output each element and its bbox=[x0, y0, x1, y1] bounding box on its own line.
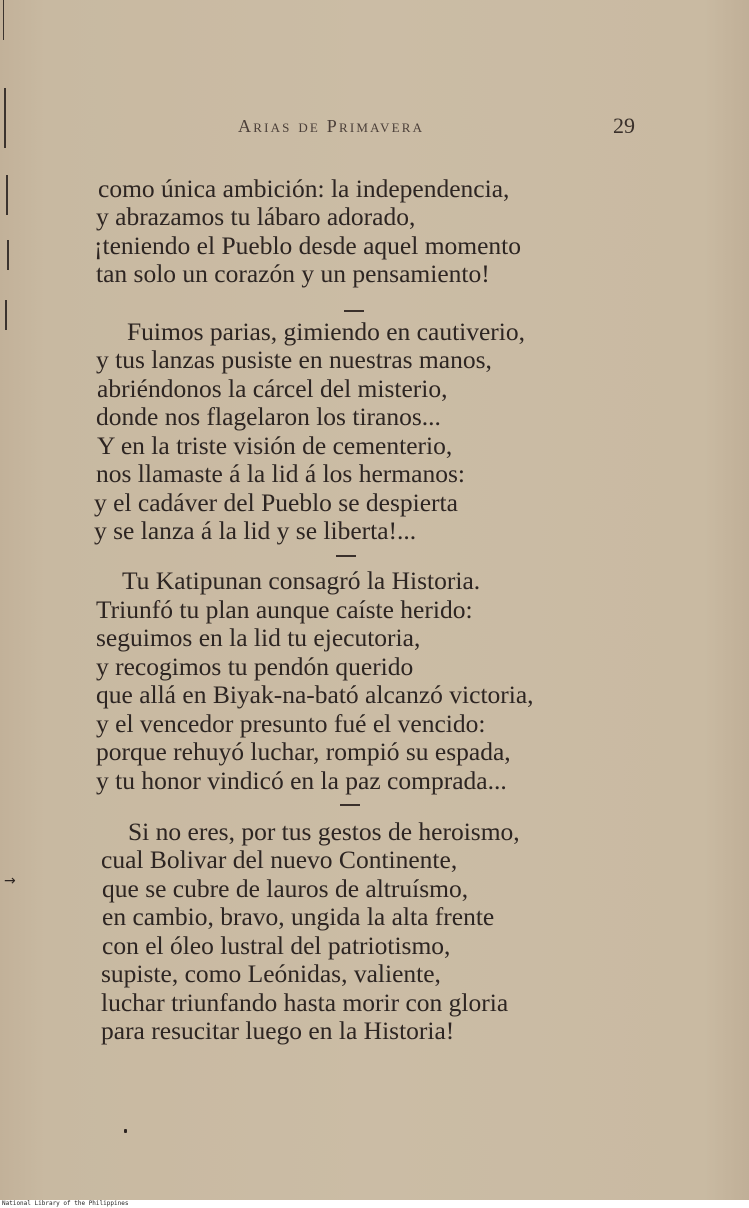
verse-line: que allá en Biyak-na-bató alcanzó victoria, bbox=[96, 680, 534, 709]
verse-line: porque rehuyó luchar, rompió su espada, bbox=[96, 737, 511, 766]
binding-mark bbox=[5, 300, 7, 330]
verse-line: y el cadáver del Pueblo se despierta bbox=[94, 488, 458, 517]
verse-line: con el óleo lustral del patriotismo, bbox=[102, 931, 451, 960]
binding-mark bbox=[7, 240, 9, 270]
verse-line: y recogimos tu pendón querido bbox=[96, 652, 414, 681]
binding-mark bbox=[6, 175, 8, 215]
verse-line: para resucitar luego en la Historia! bbox=[101, 1016, 455, 1045]
stanza-divider bbox=[340, 804, 360, 806]
verse-line: y se lanza á la lid y se liberta!... bbox=[94, 516, 417, 545]
verse-line: nos llamaste á la lid á los hermanos: bbox=[96, 459, 465, 488]
ink-speck bbox=[124, 1129, 127, 1133]
stanza-divider bbox=[336, 555, 356, 557]
verse-line: Fuimos parias, gimiendo en cautiverio, bbox=[127, 317, 526, 346]
verse-line: y el vencedor presunto fué el vencido: bbox=[96, 709, 486, 738]
verse-line: tan solo un corazón y un pensamiento! bbox=[96, 259, 490, 288]
margin-arrow-icon: → bbox=[4, 873, 16, 889]
verse-line: cual Bolivar del nuevo Continente, bbox=[101, 845, 458, 874]
footer-bar bbox=[0, 1200, 749, 1208]
verse-line: y tu honor vindicó en la paz comprada... bbox=[96, 766, 507, 795]
verse-line: como única ambición: la independencia, bbox=[98, 174, 510, 203]
verse-line: luchar triunfando hasta morir con gloria bbox=[101, 988, 509, 1017]
binding-mark bbox=[3, 0, 4, 40]
verse-line: que se cubre de lauros de altruísmo, bbox=[102, 874, 469, 903]
verse-line: abriéndonos la cárcel del misterio, bbox=[97, 374, 448, 403]
verse-line: en cambio, bravo, ungida la alta frente bbox=[102, 902, 495, 931]
verse-line: y tus lanzas pusiste en nuestras manos, bbox=[96, 345, 492, 374]
verse-line: seguimos en la lid tu ejecutoria, bbox=[96, 623, 421, 652]
running-title: Arias de Primavera bbox=[238, 116, 425, 136]
binding-mark bbox=[4, 88, 6, 148]
page-number: 29 bbox=[613, 113, 635, 138]
verse-line: Tu Katipunan consagró la Historia. bbox=[122, 566, 481, 595]
verse-line: Triunfó tu plan aunque caíste herido: bbox=[96, 595, 473, 624]
verse-line: y abrazamos tu lábaro adorado, bbox=[96, 202, 416, 231]
verse-line: ¡teniendo el Pueblo desde aquel momento bbox=[94, 231, 522, 260]
stanza-divider bbox=[344, 310, 364, 312]
verse-line: Y en la triste visión de cementerio, bbox=[97, 431, 453, 460]
verse-line: donde nos flagelaron los tiranos... bbox=[96, 402, 441, 431]
verse-line: supiste, como Leónidas, valiente, bbox=[101, 959, 441, 988]
library-credit: National Library of the Philippines bbox=[2, 1200, 129, 1207]
verse-line: Si no eres, por tus gestos de heroismo, bbox=[128, 817, 520, 846]
